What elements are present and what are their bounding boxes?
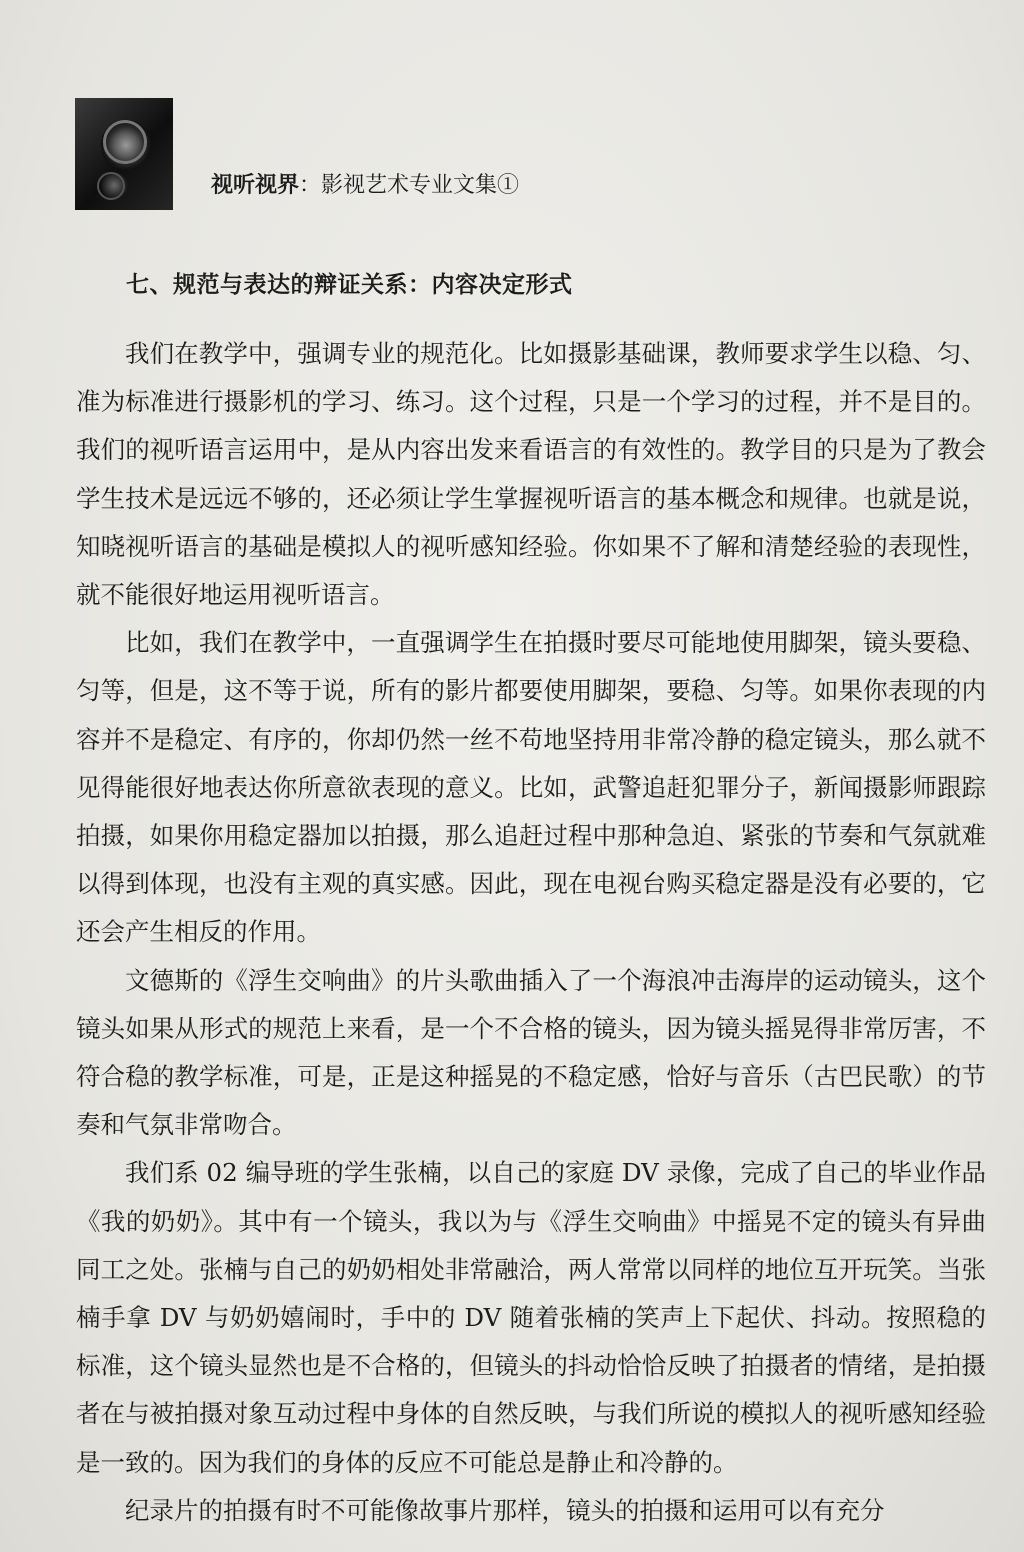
paragraph: 我们在教学中，强调专业的规范化。比如摄影基础课，教师要求学生以稳、匀、准为标准进行摄影机的学习、练习。这个过程，只是一个学习的过程，并不是目的。我们的视听语言运用中，是从内容出发来看语言的有效性的。教学目的只是为了教会学生技术是远远不够的，还必须让学生掌握视听语言的基本概念和规律。也就是说，知晓视听语言的基础是模拟人的视听感知经验。你如果不了解和清楚经验的表现性，就不能很好地运用视听语言。 <box>76 339 986 610</box>
series-title-bold: 视听视界 <box>211 172 300 198</box>
body-text <box>76 330 986 1535</box>
paragraph: 文德斯的《浮生交响曲》的片头歌曲插入了一个海浪冲击海岸的运动镜头，这个镜头如果从形式的规范上来看，是一个不合格的镜头，因为镜头摇晃得非常厉害，不符合稳的教学标准，可是，正是这种摇晃的不稳定感，恰好与音乐（古巴民歌）的节奏和气氛非常吻合。 <box>76 965 986 1140</box>
series-title <box>211 168 519 199</box>
running-header <box>75 98 519 210</box>
paragraph: 比如，我们在教学中，一直强调学生在拍摄时要尽可能地使用脚架，镜头要稳、匀等，但是，这不等于说，所有的影片都要使用脚架，要稳、匀等。如果你表现的内容并不是稳定、有序的，你却仍然一丝不苟地坚持用非常冷静的稳定镜头，那么就不见得能很好地表达你所意欲表现的意义。比如，武警追赶犯罪分子，新闻摄影师跟踪拍摄，如果你用稳定器加以拍摄，那么追赶过程中那种急迫、紧张的节奏和气氛就难以得到体现，也没有主观的真实感。因此，现在电视台购买稳定器是没有必要的，它还会产生相反的作用。 <box>76 628 986 947</box>
camera-photo-icon <box>75 98 173 210</box>
lens-ring <box>103 120 147 164</box>
section-heading: 七、规范与表达的辩证关系：内容决定形式 <box>126 272 573 298</box>
series-title-separator: ： <box>299 172 322 198</box>
series-title-rest: 影视艺术专业文集① <box>321 172 520 198</box>
paragraph: 纪录片的拍摄有时不可能像故事片那样，镜头的拍摄和运用可以有充分 <box>125 1495 885 1525</box>
paragraph: 我们系 02 编导班的学生张楠，以自己的家庭 DV 录像，完成了自己的毕业作品《我的奶奶》。其中有一个镜头，我以为与《浮生交响曲》中摇晃不定的镜头有异曲同工之处。张楠与自己的奶奶相处非常融洽，两人常常以同样的地位互开玩笑。当张楠手拿 DV 与奶奶嬉闹时，手中的 DV 随着张楠的笑声上下起伏、抖动。按照稳的标准，这个镜头显然也是不合格的，但镜头的抖动恰恰反映了拍摄者的情绪，是拍摄者在与被拍摄对象互动过程中身体的自然反映，与我们所说的模拟人的视听感知经验是一致的。因为我们的身体的反应不可能总是静止和冷静的。 <box>76 1158 986 1477</box>
camera-knob <box>97 172 125 200</box>
